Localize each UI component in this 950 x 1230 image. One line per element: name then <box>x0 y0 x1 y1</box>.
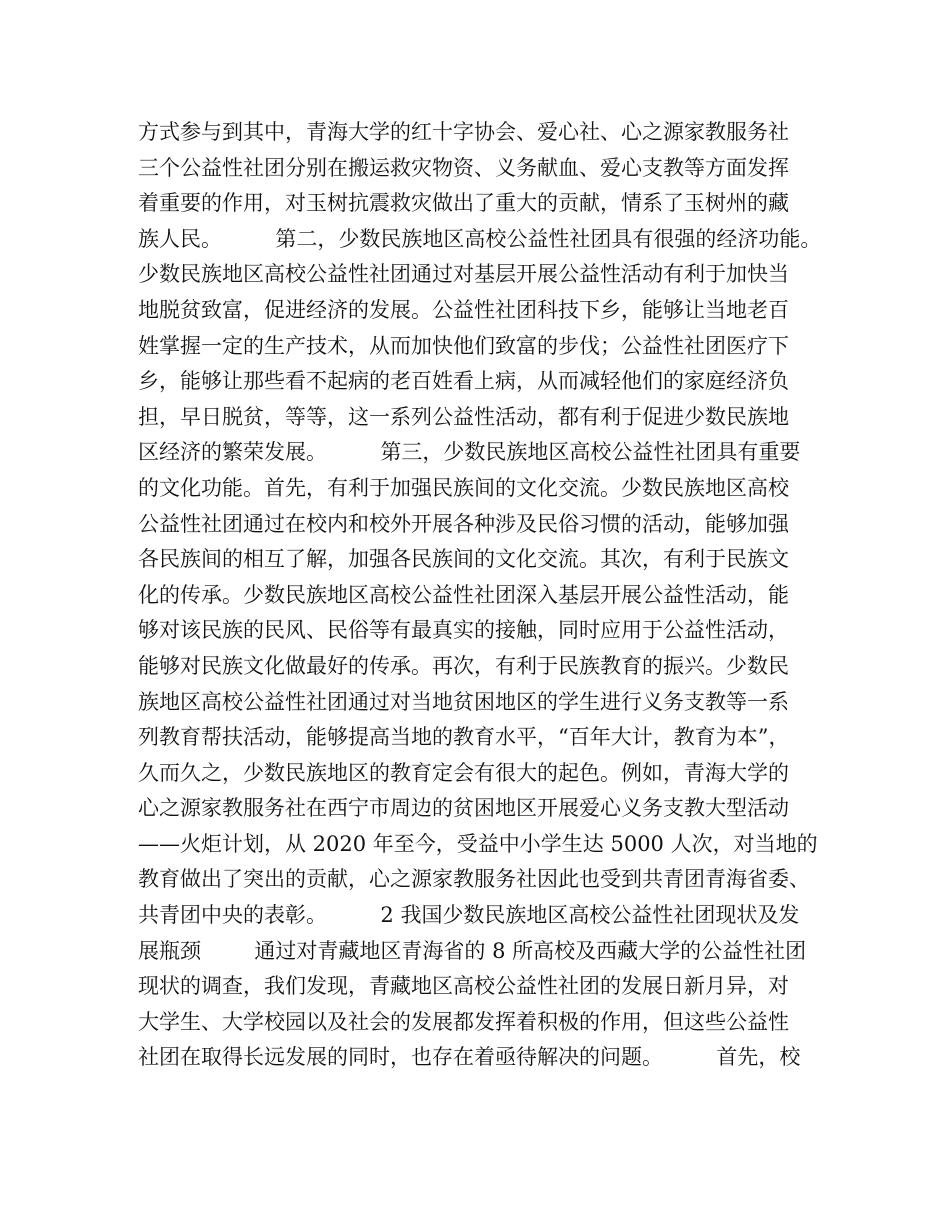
text-line: 心之源家教服务社在西宁市周边的贫困地区开展爱心义务支教大型活动 <box>138 796 789 821</box>
body-text <box>138 115 828 1076</box>
text-line: 大学生、大学校园以及社会的发展都发挥着积极的作用，但这些公益性 <box>138 1009 789 1034</box>
text-line: 方式参与到其中，青海大学的红十字协会、爱心社、心之源家教服务社 <box>138 120 789 144</box>
text-line: ——火炬计划，从 2020 年至今，受益中小学生达 5000 人次，对当地的 <box>138 831 818 856</box>
text-line: 列教育帮扶活动，能够提高当地的教育水平，“百年大计，教育为本”， <box>138 725 790 750</box>
text-line: 能够对民族文化做最好的传承。再次，有利于民族教育的振兴。少数民 <box>138 653 789 678</box>
text-line: 久而久之，少数民族地区的教育定会有很大的起色。例如，青海大学的 <box>138 760 789 785</box>
text-line: 乡，能够让那些看不起病的老百姓看上病，从而减轻他们的家庭经济负 <box>138 369 789 394</box>
text-line: 够对该民族的民风、民俗等有最真实的接触，同时应用于公益性活动， <box>138 618 789 643</box>
text-line: 的文化功能。首先，有利于加强民族间的文化交流。少数民族地区高校 <box>138 475 789 500</box>
text-line: 姓掌握一定的生产技术，从而加快他们致富的步伐；公益性社团医疗下 <box>138 333 789 358</box>
text-line: 社团在取得长远发展的同时，也存在着亟待解决的问题。 首先，校 <box>138 1045 801 1070</box>
text-line: 少数民族地区高校公益性社团通过对基层开展公益性活动有利于加快当 <box>138 262 789 287</box>
text-line: 展瓶颈 通过对青藏地区青海省的 8 所高校及西藏大学的公益性社团 <box>138 938 807 963</box>
text-line: 现状的调查，我们发现，青藏地区高校公益性社团的发展日新月异，对 <box>138 974 789 999</box>
text-line: 区经济的繁荣发展。 第三，少数民族地区高校公益性社团具有重要 <box>138 440 801 465</box>
text-line: 各民族间的相互了解，加强各民族间的文化交流。其次，有利于民族文 <box>138 547 789 572</box>
text-line: 地脱贫致富，促进经济的发展。公益性社团科技下乡，能够让当地老百 <box>138 297 789 322</box>
text-line: 化的传承。少数民族地区高校公益性社团深入基层开展公益性活动，能 <box>138 582 789 607</box>
text-line: 担，早日脱贫，等等，这一系列公益性活动，都有利于促进少数民族地 <box>138 404 789 429</box>
text-line: 公益性社团通过在校内和校外开展各种涉及民俗习惯的活动，能够加强 <box>138 511 789 536</box>
text-line: 教育做出了突出的贡献，心之源家教服务社因此也受到共青团青海省委、 <box>138 867 810 892</box>
text-line: 共青团中央的表彰。 2 我国少数民族地区高校公益性社团现状及发 <box>138 903 800 928</box>
text-line: 三个公益性社团分别在搬运救灾物资、义务献血、爱心支教等方面发挥 <box>138 155 789 180</box>
text-line: 族地区高校公益性社团通过对当地贫困地区的学生进行义务支教等一系 <box>138 689 789 714</box>
text-line: 族人民。 第二，少数民族地区高校公益性社团具有很强的经济功能。 <box>138 226 822 251</box>
text-line: 着重要的作用，对玉树抗震救灾做出了重大的贡献，情系了玉树州的藏 <box>138 191 789 216</box>
